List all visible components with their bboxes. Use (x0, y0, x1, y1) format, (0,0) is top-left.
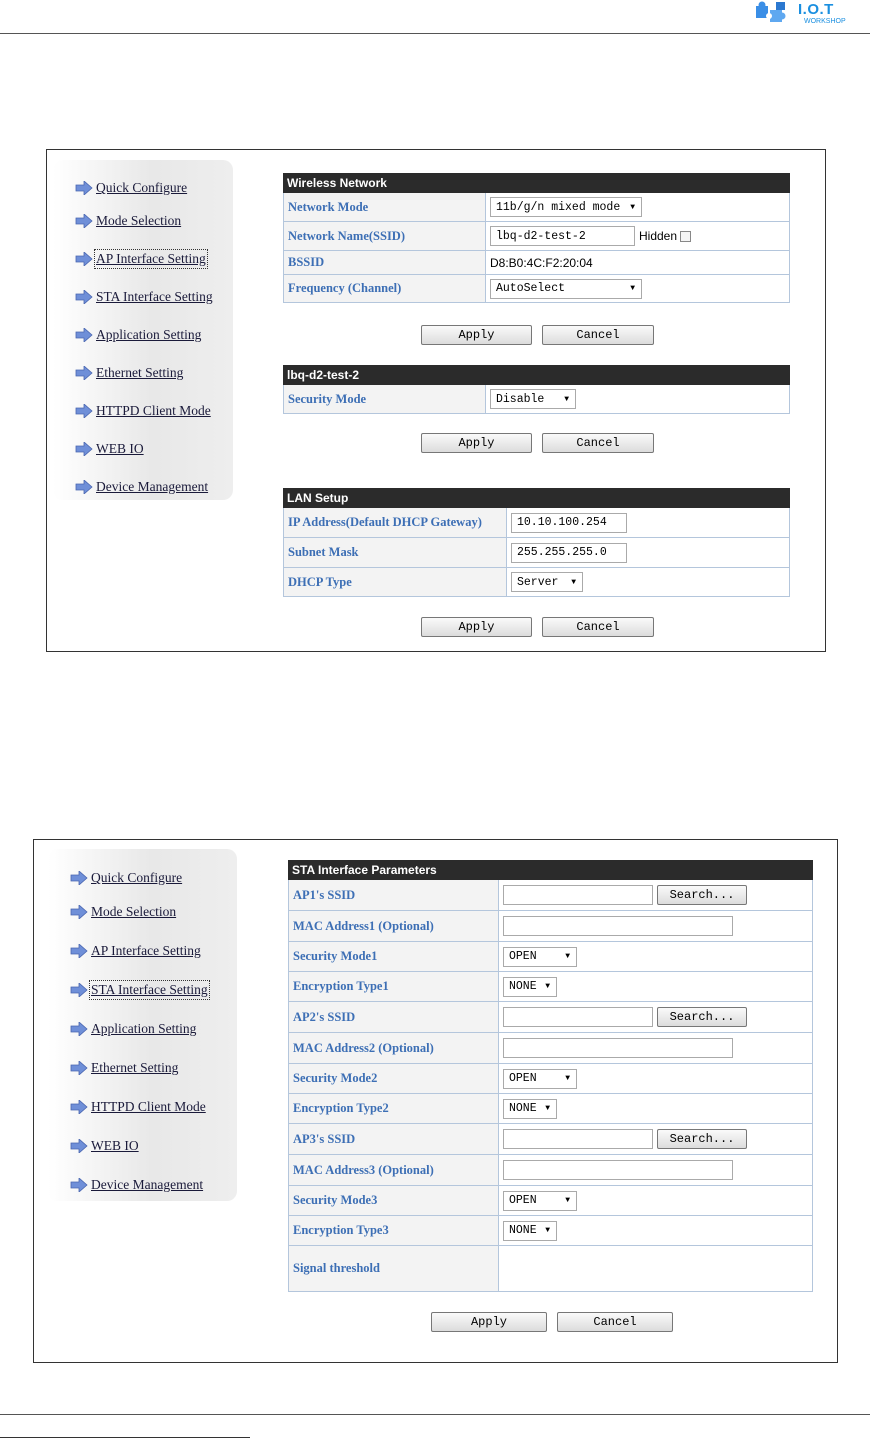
ap2-security-value: OPEN (509, 1072, 537, 1085)
sidebar-item-quick-configure[interactable] (70, 868, 182, 888)
arrow-right-icon (70, 871, 88, 885)
signal-threshold-row (288, 1246, 813, 1292)
dhcp-type-select[interactable] (511, 572, 583, 592)
frequency-row (283, 275, 790, 303)
arrow-right-icon (75, 290, 93, 304)
ap1-encryption-select[interactable] (503, 977, 557, 997)
sidebar-item-label: AP Interface Setting (91, 943, 201, 958)
arrow-right-icon (75, 404, 93, 418)
sidebar-item-sta-interface[interactable] (70, 980, 208, 1000)
ap3-search-button[interactable]: Search... (657, 1129, 747, 1149)
arrow-right-icon (75, 480, 93, 494)
ap3-security-row (288, 1186, 813, 1216)
sidebar-item-ap-interface[interactable] (75, 249, 206, 269)
ap3-mac-input[interactable] (503, 1160, 733, 1180)
ip-address-label: IP Address(Default DHCP Gateway) (284, 508, 507, 537)
ssid-label: Network Name(SSID) (284, 222, 486, 250)
sidebar-item-ethernet[interactable] (70, 1058, 178, 1078)
caret-down-icon: ▼ (545, 1226, 550, 1235)
arrow-right-icon (70, 1061, 88, 1075)
lan-cancel-button[interactable]: Cancel (542, 617, 654, 637)
arrow-right-icon (75, 181, 93, 195)
network-mode-value: 11b/g/n mixed mode (496, 200, 621, 214)
ap1-encryption-label: Encryption Type1 (289, 972, 499, 1001)
sidebar-item-httpd-client[interactable] (70, 1097, 206, 1117)
footnote-divider (0, 1437, 250, 1438)
ssid-row (283, 222, 790, 251)
ap2-mac-row (288, 1033, 813, 1064)
panel-title: lbq-d2-test-2 (283, 365, 790, 385)
sidebar-item-label: Device Management (91, 1177, 204, 1192)
ap3-security-value: OPEN (509, 1194, 537, 1207)
brand-name: I.O.T (798, 1, 834, 18)
ap1-mac-input[interactable] (503, 916, 733, 936)
sidebar-item-device-management[interactable] (70, 1175, 203, 1195)
ap1-ssid-row (288, 880, 813, 911)
ap1-ssid-label: AP1's SSID (289, 880, 499, 910)
ap2-mac-input[interactable] (503, 1038, 733, 1058)
ap2-encryption-row (288, 1094, 813, 1124)
caret-down-icon: ▼ (630, 202, 635, 212)
sta-parameters-panel (288, 860, 813, 1292)
ap3-ssid-input[interactable] (503, 1129, 653, 1149)
frequency-value: AutoSelect (496, 282, 566, 295)
security-mode-value: Disable (496, 392, 545, 406)
caret-down-icon: ▼ (571, 577, 576, 587)
sidebar-item-label: Application Setting (91, 1021, 197, 1036)
brand-logo (752, 0, 860, 30)
sidebar-item-label: Ethernet Setting (91, 1060, 179, 1075)
ap1-encryption-row (288, 972, 813, 1002)
caret-down-icon: ▼ (565, 1074, 570, 1083)
sidebar-item-web-io[interactable] (75, 439, 144, 459)
arrow-right-icon (75, 366, 93, 380)
ap3-mac-row (288, 1155, 813, 1186)
security-cancel-button[interactable]: Cancel (542, 433, 654, 453)
header-divider (0, 33, 870, 34)
signal-threshold-label: Signal threshold (289, 1246, 499, 1291)
caret-down-icon: ▼ (564, 394, 569, 404)
sidebar-item-label: WEB IO (96, 441, 144, 456)
ap3-security-label: Security Mode3 (289, 1186, 499, 1215)
ap3-encryption-label: Encryption Type3 (289, 1216, 499, 1245)
sta-cancel-button[interactable]: Cancel (557, 1312, 673, 1332)
sidebar (53, 160, 233, 500)
sidebar-item-mode-selection[interactable] (75, 211, 181, 231)
arrow-right-icon (70, 905, 88, 919)
footer-divider (0, 1414, 870, 1415)
ap3-encryption-row (288, 1216, 813, 1246)
sidebar-item-label: Mode Selection (96, 213, 182, 228)
network-mode-label: Network Mode (284, 193, 486, 221)
ap1-security-label: Security Mode1 (289, 942, 499, 971)
subnet-mask-label: Subnet Mask (284, 538, 507, 567)
ap2-security-row (288, 1064, 813, 1094)
sidebar-item-label: HTTPD Client Mode (91, 1099, 206, 1114)
signal-threshold-value-cell (499, 1246, 812, 1291)
security-mode-select[interactable] (490, 389, 576, 409)
arrow-right-icon (70, 1178, 88, 1192)
lan-setup-panel (283, 488, 790, 597)
security-mode-label: Security Mode (284, 385, 486, 413)
sidebar-item-label: Device Management (96, 479, 209, 494)
network-mode-row (283, 193, 790, 222)
ap2-security-label: Security Mode2 (289, 1064, 499, 1093)
arrow-right-icon (75, 442, 93, 456)
ap1-security-value: OPEN (509, 950, 537, 963)
ap1-mac-row (288, 911, 813, 942)
wireless-network-panel (283, 173, 790, 303)
sidebar-item-label: STA Interface Setting (91, 982, 208, 997)
panel-title: Wireless Network (283, 173, 790, 193)
hidden-label: Hidden (639, 229, 678, 243)
caret-down-icon: ▼ (565, 952, 570, 961)
sidebar-item-ap-interface[interactable] (70, 941, 201, 961)
dhcp-type-value: Server (517, 575, 559, 589)
sidebar (48, 849, 237, 1201)
arrow-right-icon (75, 214, 93, 228)
sidebar-item-application[interactable] (70, 1019, 196, 1039)
ap1-ssid-input[interactable] (503, 885, 653, 905)
ap2-ssid-label: AP2's SSID (289, 1002, 499, 1032)
panel-title: STA Interface Parameters (288, 860, 813, 880)
ap3-security-select[interactable] (503, 1191, 577, 1211)
sidebar-item-label: Application Setting (96, 327, 202, 342)
frequency-label: Frequency (Channel) (284, 275, 486, 302)
sidebar-item-label: Mode Selection (91, 904, 177, 919)
wireless-apply-button[interactable]: Apply (421, 325, 532, 345)
network-mode-select[interactable] (490, 197, 642, 217)
security-panel (283, 365, 790, 414)
hidden-checkbox[interactable] (680, 231, 691, 242)
sidebar-item-label: HTTPD Client Mode (96, 403, 211, 418)
sidebar-item-httpd-client[interactable] (75, 401, 211, 421)
sidebar-item-ethernet[interactable] (75, 363, 183, 383)
arrow-right-icon (75, 252, 93, 266)
sta-screenshot-frame (33, 839, 838, 1363)
arrow-right-icon (70, 944, 88, 958)
ap2-ssid-row (288, 1002, 813, 1033)
sidebar-item-quick-configure[interactable] (75, 178, 187, 198)
ap1-encryption-value: NONE (509, 980, 537, 993)
ap2-encryption-label: Encryption Type2 (289, 1094, 499, 1123)
sidebar-item-label: STA Interface Setting (96, 289, 213, 304)
ap2-ssid-input[interactable] (503, 1007, 653, 1027)
subnet-mask-row (283, 538, 790, 568)
ap1-mac-label: MAC Address1 (Optional) (289, 911, 499, 941)
bssid-label: BSSID (284, 251, 486, 274)
ap3-encryption-value: NONE (509, 1224, 537, 1237)
subnet-mask-input[interactable]: 255.255.255.0 (511, 543, 627, 563)
ap3-ssid-row (288, 1124, 813, 1155)
dhcp-type-row (283, 568, 790, 597)
bssid-row (283, 251, 790, 275)
ip-address-input[interactable]: 10.10.100.254 (511, 513, 627, 533)
sidebar-item-device-management[interactable] (75, 477, 208, 497)
wireless-cancel-button[interactable]: Cancel (542, 325, 654, 345)
frequency-select[interactable] (490, 279, 642, 299)
sidebar-item-sta-interface[interactable] (75, 287, 213, 307)
ap1-security-row (288, 942, 813, 972)
brand-subtitle: WORKSHOP (804, 18, 846, 25)
sta-apply-button[interactable]: Apply (431, 1312, 547, 1332)
sidebar-item-application[interactable] (75, 325, 201, 345)
sidebar-item-label: Quick Configure (91, 870, 183, 885)
arrow-right-icon (70, 1139, 88, 1153)
ap3-encryption-select[interactable] (503, 1221, 557, 1241)
ap3-ssid-label: AP3's SSID (289, 1124, 499, 1154)
ap3-mac-label: MAC Address3 (Optional) (289, 1155, 499, 1185)
caret-down-icon: ▼ (545, 1104, 550, 1113)
panel-title: LAN Setup (283, 488, 790, 508)
sidebar-item-label: Ethernet Setting (96, 365, 184, 380)
ap2-security-select[interactable] (503, 1069, 577, 1089)
lan-apply-button[interactable]: Apply (421, 617, 532, 637)
sidebar-item-web-io[interactable] (70, 1136, 139, 1156)
arrow-right-icon (75, 328, 93, 342)
arrow-right-icon (70, 1022, 88, 1036)
sidebar-item-mode-selection[interactable] (70, 902, 176, 922)
bssid-value: D8:B0:4C:F2:20:04 (490, 255, 593, 270)
ap1-search-button[interactable]: Search... (657, 885, 747, 905)
arrow-right-icon (70, 1100, 88, 1114)
ap2-search-button[interactable]: Search... (657, 1007, 747, 1027)
ap-screenshot-frame (46, 149, 826, 652)
ap2-mac-label: MAC Address2 (Optional) (289, 1033, 499, 1063)
security-mode-row (283, 385, 790, 414)
puzzle-logo-icon (752, 0, 796, 28)
dhcp-type-label: DHCP Type (284, 568, 507, 596)
sidebar-item-label: Quick Configure (96, 180, 188, 195)
caret-down-icon: ▼ (545, 982, 550, 991)
ip-address-row (283, 508, 790, 538)
ssid-input[interactable]: lbq-d2-test-2 (490, 226, 635, 246)
caret-down-icon: ▼ (565, 1196, 570, 1205)
caret-down-icon: ▼ (630, 284, 635, 293)
ap2-encryption-value: NONE (509, 1102, 537, 1115)
ap2-encryption-select[interactable] (503, 1099, 557, 1119)
security-apply-button[interactable]: Apply (421, 433, 532, 453)
ap1-security-select[interactable] (503, 947, 577, 967)
sidebar-item-label: WEB IO (91, 1138, 139, 1153)
sidebar-item-label: AP Interface Setting (96, 251, 206, 266)
arrow-right-icon (70, 983, 88, 997)
